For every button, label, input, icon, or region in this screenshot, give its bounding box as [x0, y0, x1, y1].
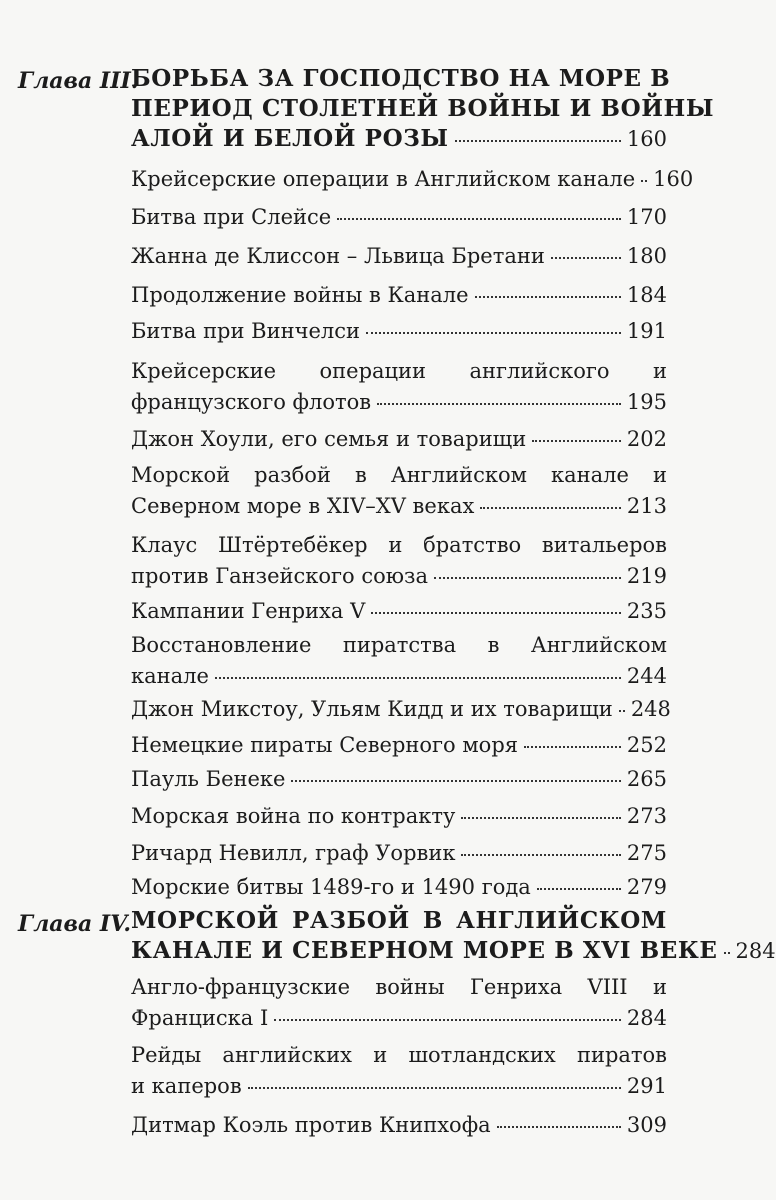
- entry-page: 195: [626, 390, 667, 414]
- chapter-4-label: Глава IV.: [18, 911, 132, 937]
- entry-title: Битва при Винчелси: [131, 319, 361, 343]
- entry-page: 265: [626, 767, 667, 791]
- entry-title-line: Клаус Штёртебёкер и братство витальеров: [131, 533, 667, 557]
- leader-dots: [215, 677, 621, 679]
- leader-dots: [524, 746, 621, 748]
- entry-page: 273: [626, 804, 667, 828]
- entry-page: 191: [626, 319, 667, 343]
- entry-page: 235: [626, 599, 667, 623]
- entry-title-line: Восстановление пиратства в Английском: [131, 633, 667, 657]
- entry-page: 284: [626, 1006, 667, 1030]
- entry-page: 160: [653, 167, 694, 191]
- entry-title: Дитмар Коэль против Книпхофа: [131, 1113, 491, 1137]
- leader-dots: [274, 1019, 621, 1021]
- toc-entry[interactable]: [131, 694, 671, 725]
- entry-title-line: Крейсерские операции английского и: [131, 359, 667, 383]
- leader-dots: [461, 817, 621, 819]
- chapter-4-title-last-line: [131, 936, 776, 966]
- toc-entry[interactable]: [131, 202, 667, 233]
- entry-title: канале: [131, 664, 209, 688]
- entry-title: Кампании Генриха V: [131, 599, 366, 623]
- toc-entry[interactable]: [131, 1040, 667, 1102]
- chapter-4-page: 284: [735, 939, 776, 963]
- toc-entry[interactable]: [131, 1110, 667, 1141]
- leader-dots: [475, 296, 621, 298]
- entry-title-line: Англо-французские войны Генриха VIII и: [131, 975, 667, 999]
- leader-dots: [537, 888, 621, 890]
- chapter-4-title: [131, 906, 776, 966]
- entry-page: 219: [626, 564, 667, 588]
- toc-entry[interactable]: [131, 872, 667, 903]
- toc-entry[interactable]: [131, 630, 667, 692]
- toc-entry[interactable]: [131, 280, 667, 311]
- entry-page: 180: [626, 244, 667, 268]
- leader-dots: [337, 218, 621, 220]
- toc-entry[interactable]: [131, 596, 667, 627]
- entry-title-line: Морской разбой в Английском канале и: [131, 463, 667, 487]
- toc-entry[interactable]: [131, 764, 667, 795]
- entry-title: Пауль Бенеке: [131, 767, 286, 791]
- entry-title: французского флотов: [131, 390, 372, 414]
- toc-entry[interactable]: [131, 460, 667, 522]
- entry-page: 248: [630, 697, 671, 721]
- entry-title: Жанна де Клиссон – Львица Бретани: [131, 244, 545, 268]
- leader-dots: [366, 332, 621, 334]
- leader-dots: [532, 440, 621, 442]
- entry-title: Морские битвы 1489-го и 1490 года: [131, 875, 531, 899]
- leader-dots: [248, 1087, 621, 1089]
- chapter-3-title-last-line: [131, 124, 667, 154]
- leader-dots: [641, 180, 647, 182]
- entry-page: 184: [626, 283, 667, 307]
- toc-entry[interactable]: [131, 164, 694, 195]
- leader-dots: [291, 780, 620, 782]
- entry-title: Продолжение войны в Канале: [131, 283, 469, 307]
- chapter-4-title-line: МОРСКОЙ РАЗБОЙ В АНГЛИЙСКОМ: [131, 907, 667, 934]
- leader-dots: [551, 257, 621, 259]
- entry-title: Немецкие пираты Северного моря: [131, 733, 519, 757]
- leader-dots: [480, 507, 621, 509]
- entry-page: 252: [626, 733, 667, 757]
- chapter-3-title-line: БОРЬБА ЗА ГОСПОДСТВО НА МОРЕ В: [131, 65, 671, 92]
- leader-dots: [497, 1126, 621, 1128]
- leader-dots: [434, 577, 621, 579]
- entry-title: против Ганзейского союза: [131, 564, 429, 588]
- chapter-3-page: 160: [626, 127, 667, 151]
- leader-dots: [619, 710, 625, 712]
- entry-title: Франциска I: [131, 1006, 269, 1030]
- chapter-3-title: [131, 64, 715, 154]
- entry-title: Ричард Невилл, граф Уорвик: [131, 841, 456, 865]
- entry-page: 244: [626, 664, 667, 688]
- toc-entry[interactable]: [131, 424, 667, 455]
- entry-title: Джон Микстоу, Ульям Кидд и их товарищи: [131, 697, 613, 721]
- entry-page: 279: [626, 875, 667, 899]
- leader-dots: [377, 403, 621, 405]
- toc-entry[interactable]: [131, 530, 667, 592]
- entry-title: Северном море в XIV–XV веках: [131, 494, 475, 518]
- chapter-3-title-last: АЛОЙ И БЕЛОЙ РОЗЫ: [131, 125, 449, 152]
- toc-entry[interactable]: [131, 241, 667, 272]
- entry-page: 170: [626, 205, 667, 229]
- entry-title-line: Рейды английских и шотландских пиратов: [131, 1043, 667, 1067]
- chapter-3-title-line: ПЕРИОД СТОЛЕТНЕЙ ВОЙНЫ И ВОЙНЫ: [131, 95, 715, 122]
- leader-dots: [455, 140, 621, 142]
- toc-entry[interactable]: [131, 838, 667, 869]
- leader-dots: [461, 854, 620, 856]
- entry-title: Крейсерские операции в Английском канале: [131, 167, 636, 191]
- entry-title: Морская война по контракту: [131, 804, 456, 828]
- entry-title: и каперов: [131, 1074, 242, 1098]
- chapter-4-title-last: КАНАЛЕ И СЕВЕРНОМ МОРЕ В XVI ВЕКЕ: [131, 937, 718, 964]
- entry-page: 291: [626, 1074, 667, 1098]
- entry-page: 202: [626, 427, 667, 451]
- entry-page: 309: [626, 1113, 667, 1137]
- toc-entry[interactable]: [131, 316, 667, 347]
- leader-dots: [724, 952, 730, 954]
- chapter-3-label: Глава III.: [18, 68, 139, 94]
- entry-title: Джон Хоули, его семья и товарищи: [131, 427, 527, 451]
- entry-page: 275: [626, 841, 667, 865]
- leader-dots: [371, 612, 621, 614]
- toc-entry[interactable]: [131, 972, 667, 1034]
- toc-entry[interactable]: [131, 730, 667, 761]
- entry-page: 213: [626, 494, 667, 518]
- toc-entry[interactable]: [131, 801, 667, 832]
- entry-title: Битва при Слейсе: [131, 205, 332, 229]
- toc-entry[interactable]: [131, 356, 667, 418]
